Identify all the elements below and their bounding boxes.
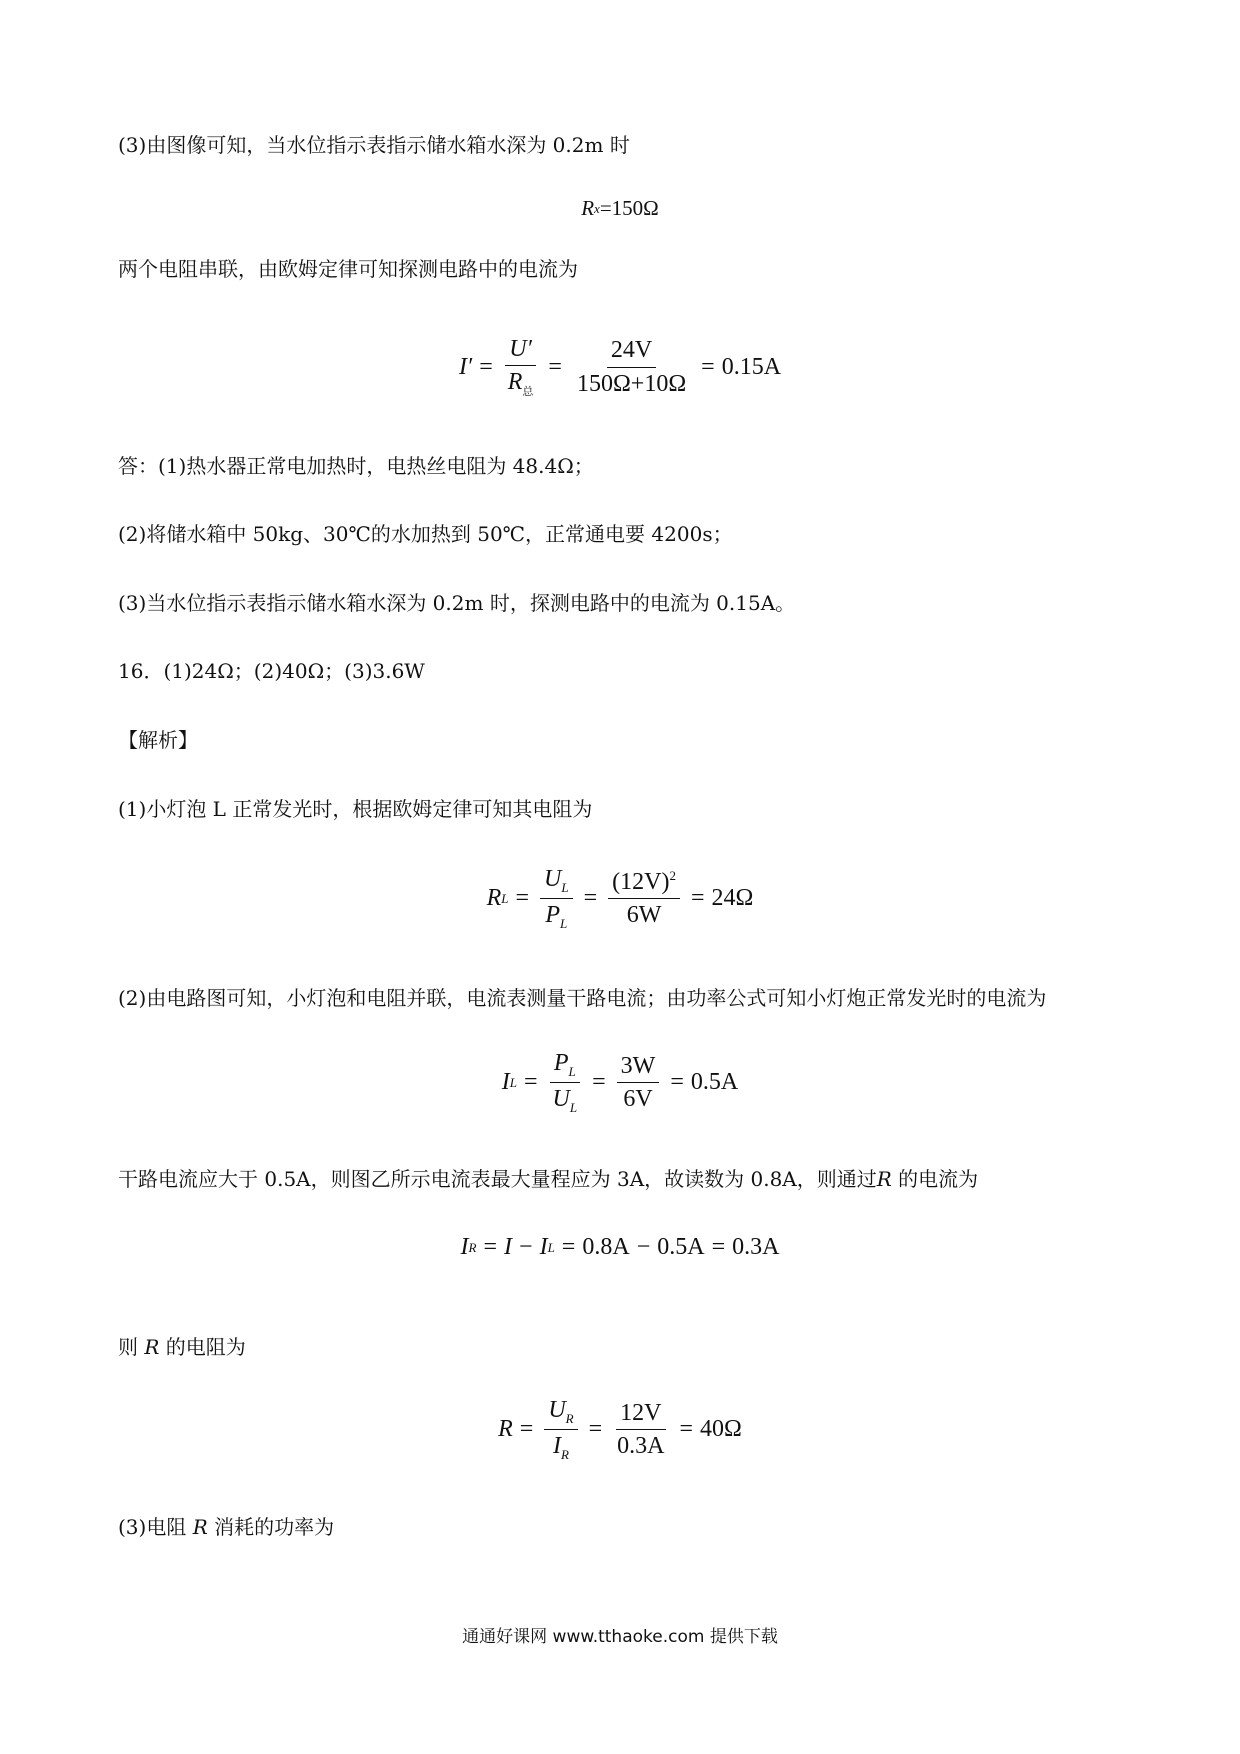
equation-rx: R x =150Ω	[581, 196, 659, 220]
equation-rl: R L = $\frac{U_L}{P_L}$ = $\frac{(12V)^2}{6W}$ = 24Ω	[486, 866, 754, 931]
answer-3: (3)当水位指示表指示储水箱水深为 0.2m 时，探测电路中的电流为 0.15A。	[118, 591, 796, 615]
paragraph-series: 两个电阻串联，由欧姆定律可知探测电路中的电流为	[118, 257, 578, 281]
paragraph-part1: (1)小灯泡 L 正常发光时，根据欧姆定律可知其电阻为	[118, 797, 593, 821]
paragraph-step3-intro: (3)由图像可知，当水位指示表指示储水箱水深为 0.2m 时	[118, 133, 630, 157]
page-footer: 通通好课网 www.tthaoke.com 提供下载	[462, 1627, 778, 1647]
equation-r: R = $\frac{U_R}{I_R}$ = $\frac{12V}{0.3A}$ = 40Ω	[498, 1397, 742, 1462]
paragraph-main-current: 干路电流应大于 0.5A，则图乙所示电流表最大量程应为 3A，故读数为 0.8A，则通过R 的电流为	[118, 1167, 979, 1191]
paragraph-power: (3)电阻 R 消耗的功率为	[118, 1515, 335, 1539]
question-16-answer: 16．(1)24Ω；(2)40Ω；(3)3.6W	[118, 659, 425, 683]
equation-il: I L = $\frac{P_L}{U_L}$ = $\frac{3W}{6V}$ = 0.5A	[501, 1050, 739, 1115]
paragraph-resistance: 则 R 的电阻为	[118, 1335, 246, 1359]
paragraph-part2: (2)由电路图可知，小灯泡和电阻并联，电流表测量干路电流；由功率公式可知小灯炮正常发光时的电流为	[118, 986, 1047, 1010]
answer-2: (2)将储水箱中 50kg、30℃的水加热到 50℃，正常通电要 4200s；	[118, 522, 733, 546]
answer-1: 答：(1)热水器正常电加热时，电热丝电阻为 48.4Ω；	[118, 454, 594, 478]
equation-ir: I R = I − I L = 0.8A − 0.5A = 0.3A	[460, 1234, 780, 1260]
equation-current: I′ = $\frac{U'}{R_总}$ = $\frac{24V}{150\Omega+10\Omega}$ = 0.15A	[458, 336, 782, 399]
analysis-heading: 【解析】	[118, 728, 198, 752]
